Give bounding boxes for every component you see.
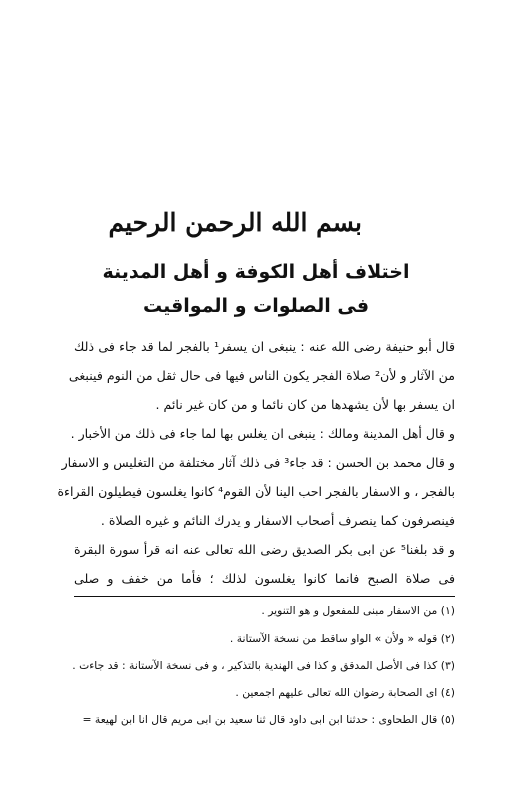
- footnote-5: (٥) قال الطحاوى : حدثنا ابن ابى داود قال ثنا سعيد بن ابى مريم قال انا ابن لهيعة =: [82, 713, 455, 726]
- basmala-calligraphy: بسم الله الرحمن الرحيم: [108, 208, 362, 237]
- body-line-1: قال أبو حنيفة رضى الله عنه : ينبغى ان يسفر¹ بالفجر لما قد جاء فى ذلك: [74, 339, 455, 354]
- body-line-4: و قال أهل المدينة ومالك : ينبغى ان يغلس بها لما جاء فى ذلك من الأخبار .: [70, 426, 455, 441]
- body-line-5: و قال محمد بن الحسن : قد جاء³ فى ذلك آثار مختلفة من التغليس و الاسفار: [61, 455, 455, 470]
- body-line-2: من الآثار و لأن² صلاة الفجر يكون الناس فيها فى حال ثقل من النوم فينبغى: [68, 368, 455, 383]
- body-line-6: بالفجر ، و الاسفار بالفجر احب الينا لأن القوم⁴ كانوا يغلسون فيطيلون القراءة: [57, 484, 455, 499]
- body-line-3: ان يسفر بها لأن يشهدها من كان نائما و من كان غير نائم .: [155, 397, 455, 412]
- footnote-2: (٢) قوله « ولأن » الواو ساقط من نسخة الآستانة .: [229, 632, 455, 645]
- chapter-title-line-2: فى الصلوات و المواقيت: [142, 295, 370, 317]
- body-line-9: فى صلاة الصبح فانما كانوا يغلسون لذلك ؛ فأما من خفف و صلى: [74, 571, 455, 586]
- footnote-3: (٣) كذا فى الأصل المدقق و كذا فى الهندية بالتذكير ، و فى نسخة الآستانة : قد جاءت .: [72, 659, 455, 672]
- chapter-title-line-1: اختلاف أهل الكوفة و أهل المدينة: [102, 261, 410, 283]
- footnote-1: (١) من الاسفار مبنى للمفعول و هو التنوير .: [261, 604, 455, 617]
- body-line-7: فينصرفون كما ينصرف أصحاب الاسفار و يدرك النائم و غيره الصلاة .: [100, 513, 455, 528]
- footnote-separator: [74, 596, 455, 597]
- body-line-8: و قد بلغنا⁵ عن ابى بكر الصديق رضى الله تعالى عنه انه قرأ سورة البقرة: [74, 542, 455, 557]
- footnote-4: (٤) اى الصحابة رضوان الله تعالى عليهم اجمعين .: [235, 686, 455, 699]
